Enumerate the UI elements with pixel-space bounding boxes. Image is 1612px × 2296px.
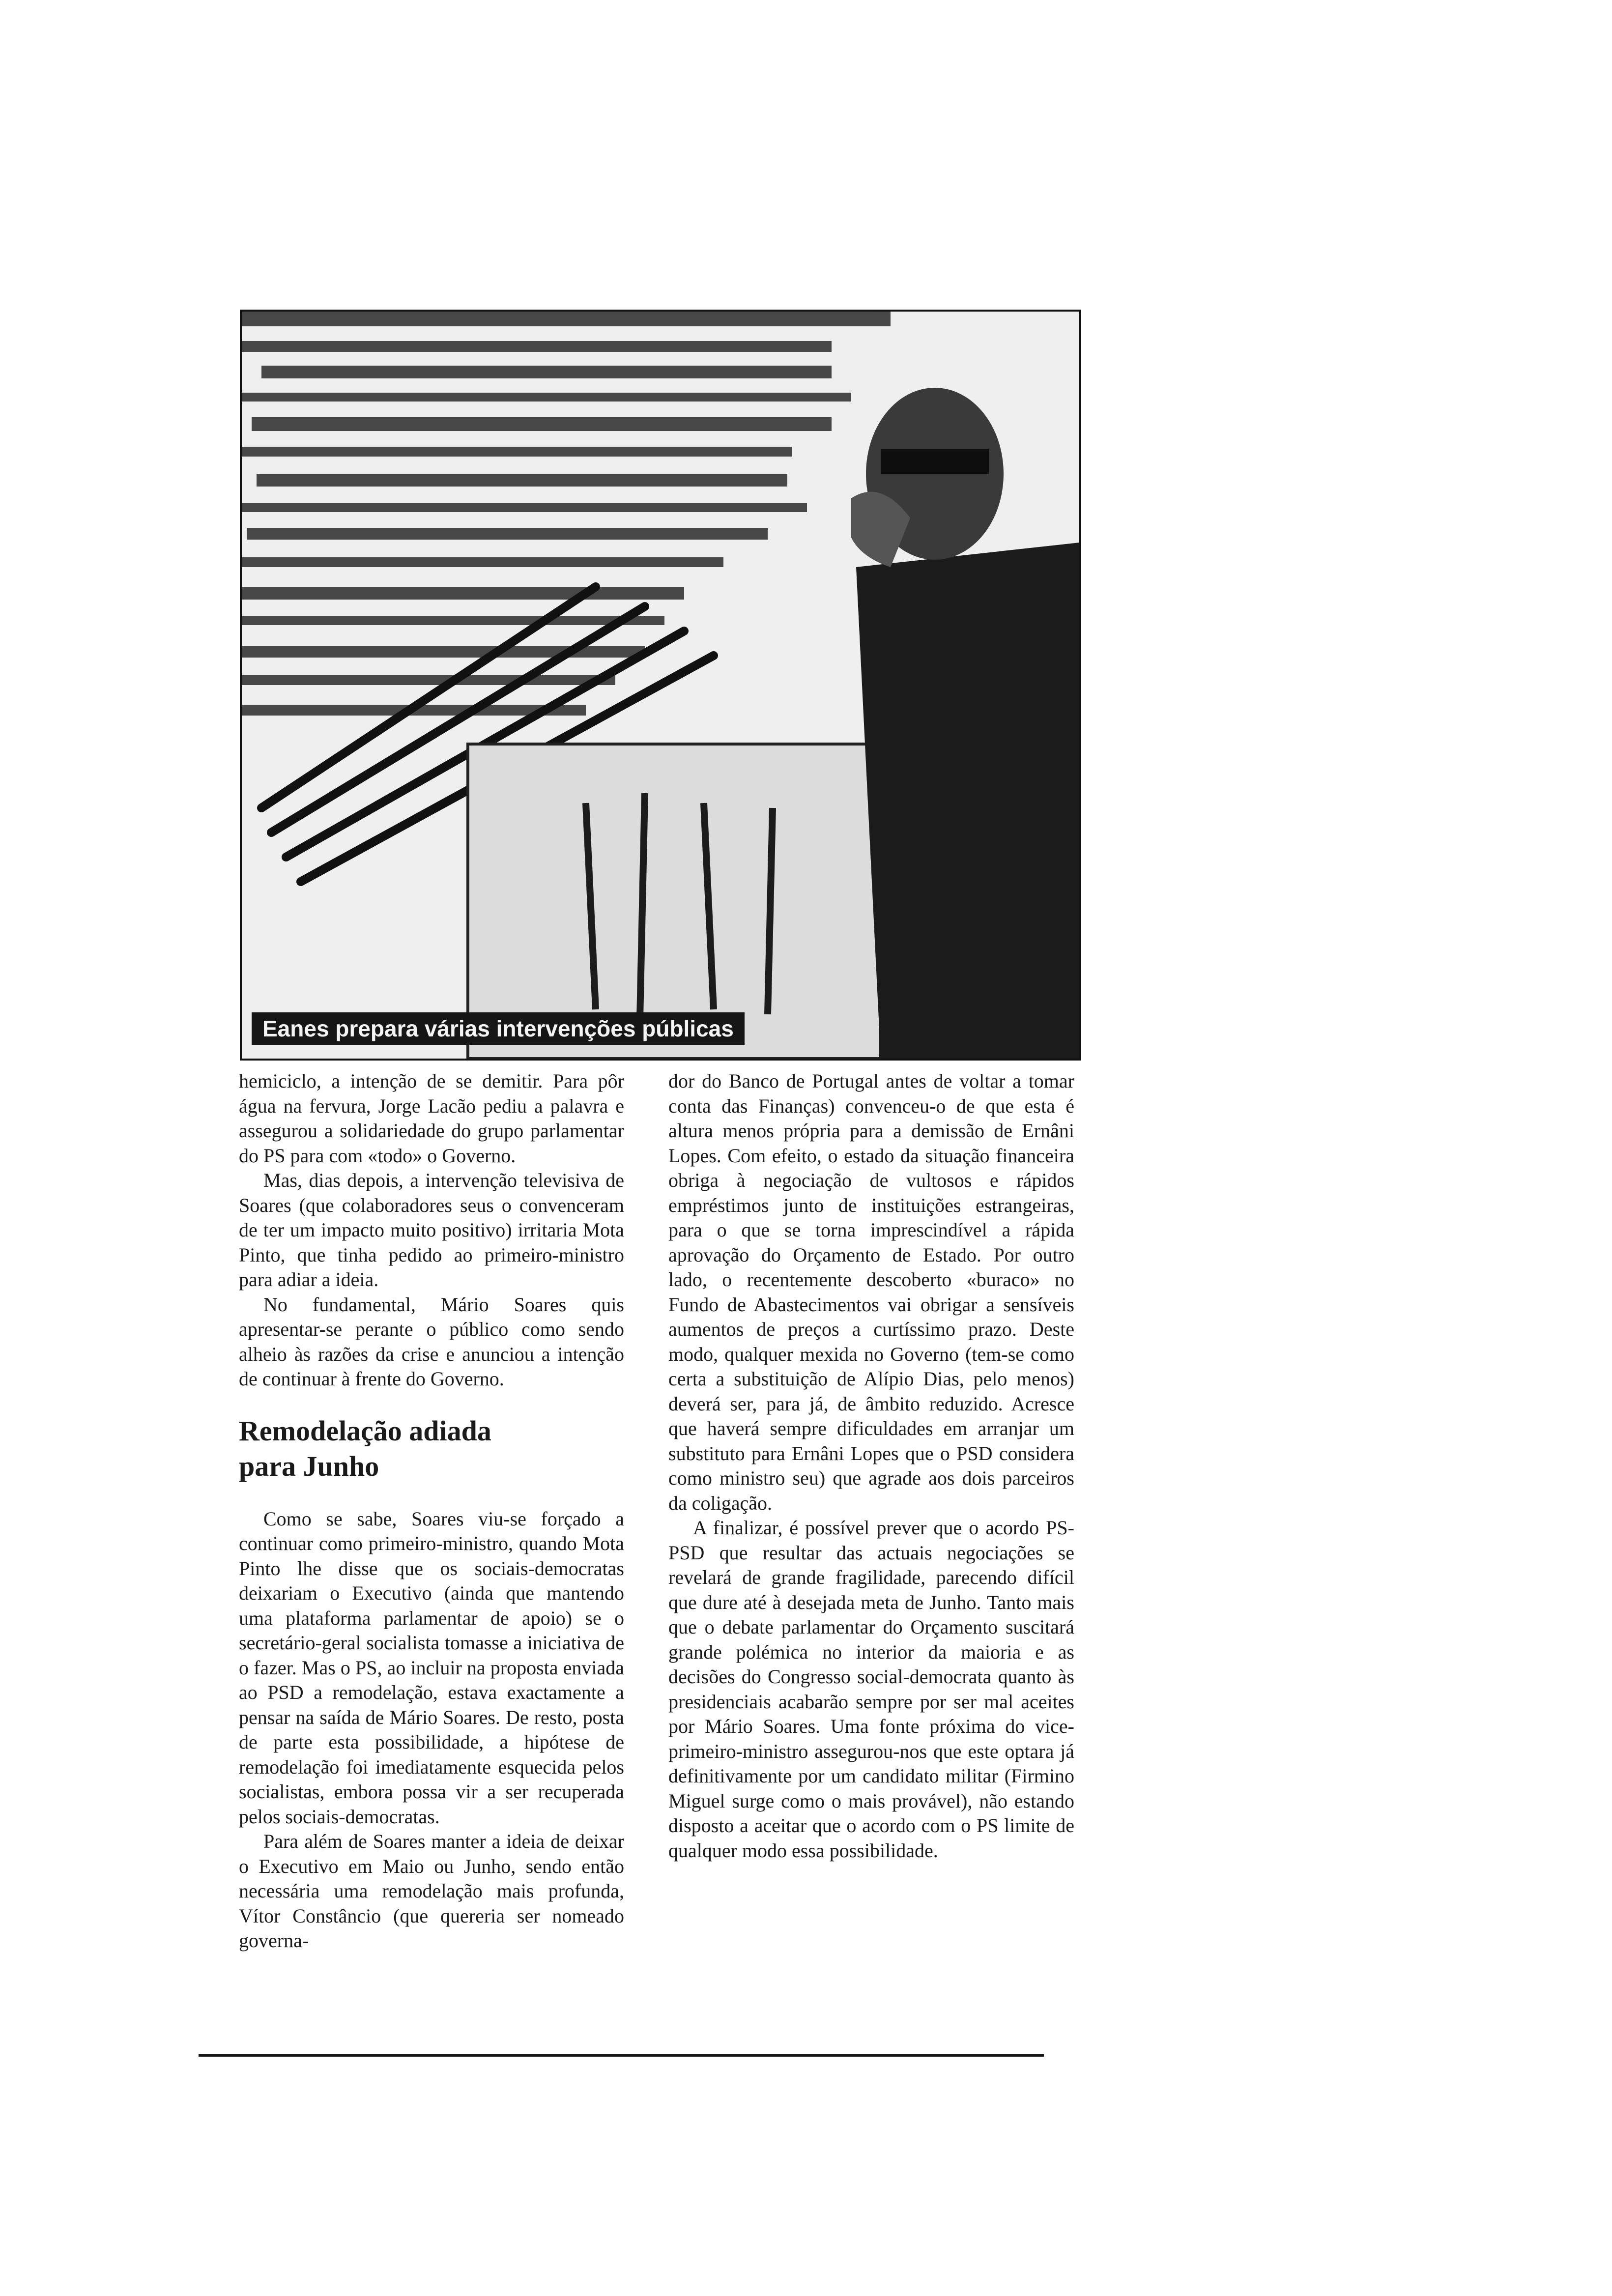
article-paragraph: Mas, dias depois, a intervenção televisiva de Soares (que colaboradores seus o convenceram de ter um impacto muito positivo) irritaria Mota Pinto, que tinha pedido ao primeiro-ministro para adiar a ideia. bbox=[239, 1169, 624, 1291]
article-paragraph: hemiciclo, a intenção de se demitir. Para pôr água na fervura, Jorge Lacão pediu a palavra e assegurou a solidariedade do grupo parlamentar do PS para com «todo» o Governo. bbox=[239, 1070, 624, 1167]
bottom-rule bbox=[199, 2054, 1044, 2057]
article-left-column bbox=[239, 1069, 624, 1953]
lectern bbox=[468, 744, 881, 1059]
photo-caption: Eanes prepara várias intervenções públicas bbox=[252, 1012, 745, 1045]
article-paragraph: No fundamental, Mário Soares quis apresentar-se perante o público como sendo alheio às razões da crise e anunciou a intenção de continuar à frente do Governo. bbox=[239, 1293, 624, 1390]
news-photo bbox=[240, 310, 1081, 1061]
article-paragraph: Como se sabe, Soares viu-se forçado a continuar como primeiro-ministro, quando Mota Pinto lhe disse que os sociais-democratas deixariam o Executivo (ainda que mantendo uma plataforma parlamentar de apoio) se o secretário-geral socialista tomasse a iniciativa de o fazer. Mas o PS, ao incluir na proposta enviada ao PSD a remodelação, estava exactamente a pensar na saída de Mário Soares. De resto, posta de parte esta possibilidade, a hipótese de remodelação foi imediatamente esquecida pelos socialistas, embora possa vir a ser recuperada pelos sociais-democratas. bbox=[239, 1507, 624, 1828]
article-paragraph: dor do Banco de Portugal antes de voltar a tomar conta das Finanças) convenceu-o de que esta é altura menos própria para a demissão de Ernâni Lopes. Com efeito, o estado da situação financeira obriga à negociação de vultosos e rápidos empréstimos junto de instituições estrangeiras, para o que se torna imprescindível a rápida aprovação do Orçamento de Estado. Por outro lado, o recentemente descoberto «buraco» no Fundo de Abastecimentos vai obrigar a sensíveis aumentos de preços a curtíssimo prazo. Deste modo, qualquer mexida no Governo (tem-se como certa a substituição de Alípio Dias, pelo menos) deverá ser, para já, de âmbito reduzido. Acresce que haverá sempre dificuldades em arranjar um substituto para Ernâni Lopes que o PSD considera como ministro seu) que agrade aos dois parceiros da coligação. bbox=[668, 1070, 1074, 1514]
photo-illustration bbox=[242, 312, 1079, 1059]
article-paragraph: A finalizar, é possível prever que o acordo PS-PSD que resultar das actuais negociações se revelará de grande fragilidade, parecendo difícil que dure até à desejada meta de Junho. Tanto mais que o debate parlamentar do Orçamento suscitará grande polémica no interior da maioria e as decisões do Congresso social-democrata quanto às presidenciais acabarão sempre por ser mal aceites por Mário Soares. Uma fonte próxima do vice-primeiro-ministro assegurou-nos que este optara já definitivamente por um candidato militar (Firmino Miguel surge como o mais provável), não estando disposto a aceitar que o acordo com o PS limite de qualquer modo essa possibilidade. bbox=[668, 1517, 1074, 1862]
article-right-column bbox=[668, 1069, 1074, 1863]
section-heading: Remodelação adiada para Junho bbox=[239, 1414, 491, 1482]
article-paragraph: Para além de Soares manter a ideia de deixar o Executivo em Maio ou Junho, sendo então necessária uma remodelação mais profunda, Vítor Constâncio (que quereria ser nomeado governa- bbox=[239, 1830, 624, 1952]
